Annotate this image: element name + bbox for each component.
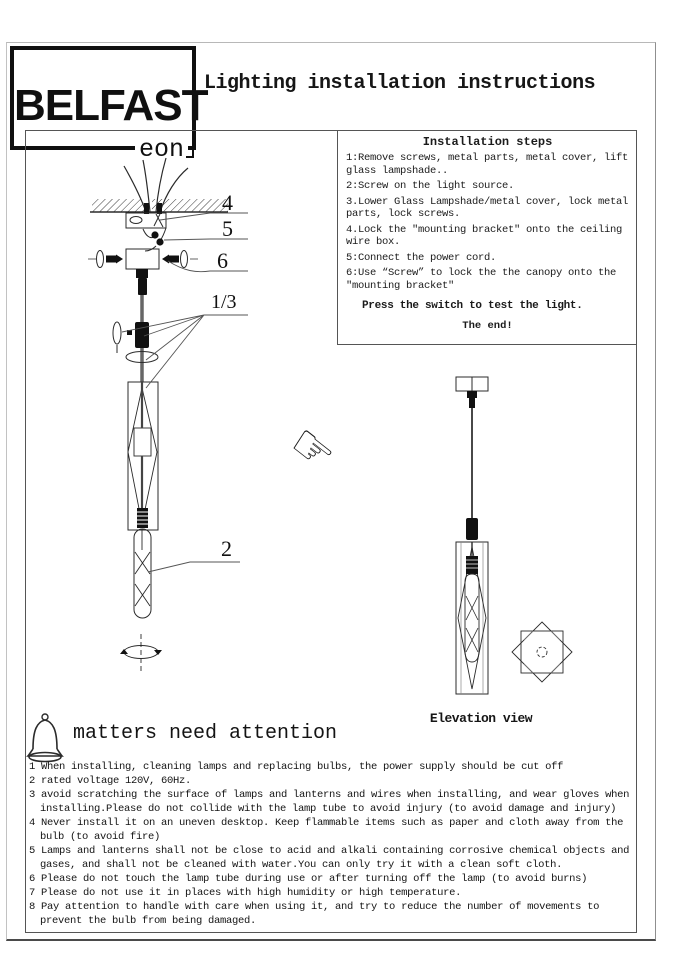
installation-steps-title: Installation steps xyxy=(422,135,553,149)
attention-item-1: 1 When installing, cleaning lamps and replacing bulbs, the power supply should be cut off xyxy=(29,761,564,773)
step-2: 2:Screw on the light source. xyxy=(346,180,515,192)
attention-item-6: 6 Please do not touch the lamp tube during use or after turning off the lamp (to avoid burns) xyxy=(29,873,588,885)
attention-item-3: 3 avoid scratching the surface of lamps and lanterns and wires when installing, and wear gloves when installing.Please do not collide with the lamp tube to avoid injury (to avoid damage and injury) xyxy=(29,789,630,815)
elevation-view-label: Elevation view xyxy=(429,711,533,726)
brand-name: BELFAST xyxy=(14,81,208,130)
attention-item-2: 2 rated voltage 120V, 60Hz. xyxy=(29,775,192,787)
attention-title: matters need attention xyxy=(73,722,338,745)
callout-5: 5 xyxy=(222,216,233,241)
attention-item-5: 5 Lamps and lanterns shall not be close to acid and alkali containing corrosive chemical objects and gases, and shall not be cleaned with water.You can only try it with a clean soft cloth. xyxy=(29,845,630,871)
step-1: 1:Remove screws, metal parts, metal cover, lift glass lampshade.. xyxy=(346,152,629,177)
callout-2: 2 xyxy=(221,536,232,561)
brand-subname: eon xyxy=(135,137,188,162)
step-6: 6:Use “Screw” to lock the the canopy onto the ″mounting bracket″ xyxy=(346,267,617,292)
page-title: Lighting installation instructions xyxy=(204,72,596,95)
attention-item-4: 4 Never install it on an uneven desktop. Keep flammable items such as paper and cloth away from the bulb (to avoid fire) xyxy=(29,817,624,843)
step-3: 3.Lower Glass Lampshade/metal cover, lock metal parts, lock screws. xyxy=(346,195,629,220)
attention-item-7: 7 Please do not use it in places with high humidity or high temperature. xyxy=(29,887,462,899)
step-4: 4.Lock the ″mounting bracket″ onto the ceiling wire box. xyxy=(346,223,623,248)
attention-list xyxy=(29,760,635,928)
callout-1-3: 1/3 xyxy=(211,291,237,313)
bell-icon xyxy=(28,714,62,762)
callout-6: 6 xyxy=(217,248,228,273)
test-light-note: Press the switch to test the light. xyxy=(362,300,583,312)
pointing-hand-icon: ☞ xyxy=(278,413,347,485)
attention-item-8: 8 Pay attention to handle with care when using it, and try to reduce the number of movements to prevent the bulb from being damaged. xyxy=(29,901,600,927)
end-note: The end! xyxy=(462,320,513,332)
step-5: 5:Connect the power cord. xyxy=(346,251,497,264)
callout-4: 4 xyxy=(222,190,233,215)
